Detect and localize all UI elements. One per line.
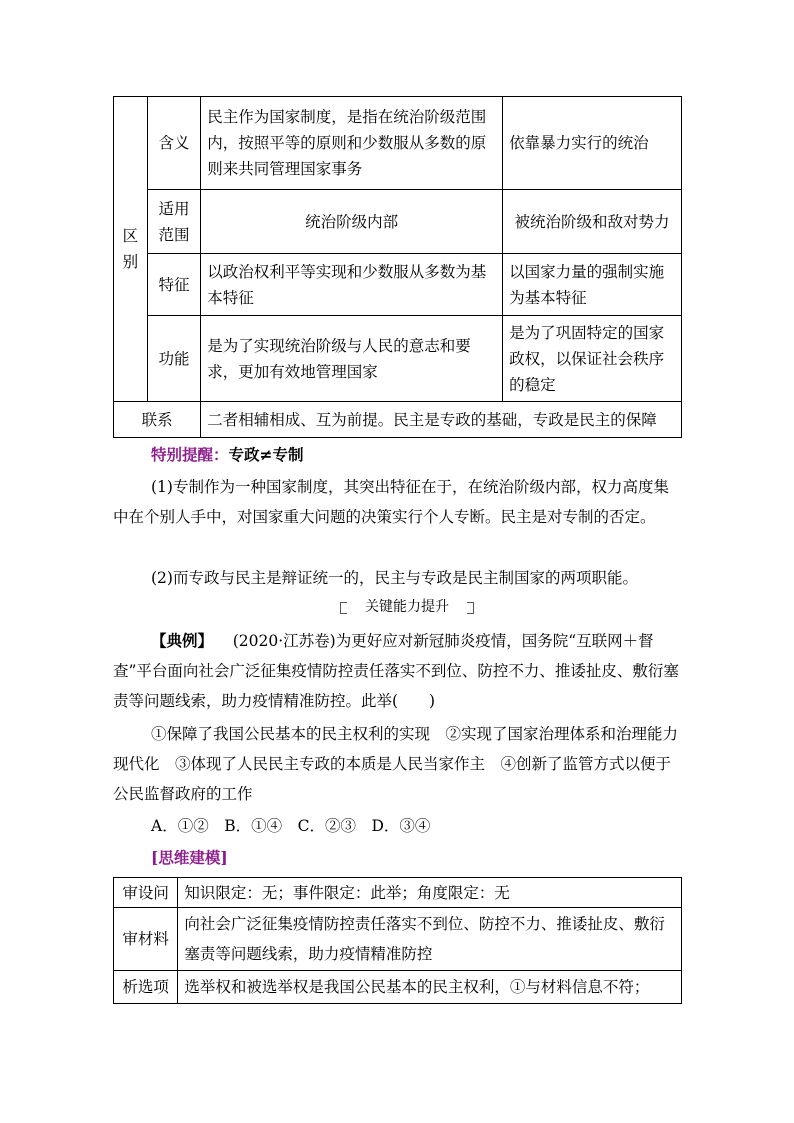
table-row xyxy=(114,254,682,316)
model-row-label: 审设问 xyxy=(114,878,178,908)
table-row xyxy=(114,971,682,1004)
dictatorship-feature: 以国家力量的强制实施为基本特征 xyxy=(503,254,682,316)
tip-heading xyxy=(151,440,691,470)
tip-title: 专政≠专制 xyxy=(228,445,304,464)
democracy-function: 是为了实现统治阶级与人民的意志和要求，更加有效地管理国家 xyxy=(201,316,503,402)
table-row xyxy=(114,190,682,254)
group-label-cell xyxy=(114,97,148,402)
table-row xyxy=(114,97,682,190)
dictatorship-meaning: 依靠暴力实行的统治 xyxy=(503,97,682,190)
example-question-text: 为更好应对新冠肺炎疫情，国务院“互联网＋督查”平台面向社会广泛征集疫情防控责任落实不到位、防控不力、推诿扯皮、敷衍塞责等问题线索，助力疫情精准防控。此举( ) xyxy=(113,632,679,710)
comparison-table xyxy=(113,96,682,438)
group-label-char-1: 区 xyxy=(122,227,139,245)
table-row xyxy=(114,878,682,908)
tip-paragraph-1: (1)专制作为一种国家制度，其突出特征在于，在统治阶级内部，权力高度集中在个别人手中，对国家重大问题的决策实行个人专断。民主是对专制的否定。 xyxy=(113,478,669,526)
model-table xyxy=(113,877,682,1004)
row-label-function: 功能 xyxy=(147,316,201,402)
row-label-scope-line1: 适用 xyxy=(158,199,190,218)
table-row xyxy=(114,402,682,438)
democracy-meaning: 民主作为国家制度，是指在统治阶级范围内，按照平等的原则和少数服从多数的原则来共同管理国家事务 xyxy=(201,97,503,190)
model-row-label: 审材料 xyxy=(114,908,178,971)
example-question xyxy=(113,626,682,716)
section-banner xyxy=(340,598,474,618)
link-label: 联系 xyxy=(114,402,201,438)
example-source: (2020·江苏卷) xyxy=(232,632,336,650)
row-label-scope xyxy=(147,190,201,254)
model-row-text: 选举权和被选举权是我国公民基本的民主权利，①与材料信息不符； xyxy=(178,971,682,1004)
row-label-feature: 特征 xyxy=(147,254,201,316)
dictatorship-scope: 被统治阶级和敌对势力 xyxy=(503,190,682,254)
democracy-feature: 以政治权利平等实现和少数服从多数为基本特征 xyxy=(201,254,503,316)
example-label: 【典例】 xyxy=(151,631,214,650)
model-label: [思维建模] xyxy=(151,848,228,867)
tip-label: 特别提醒： xyxy=(151,445,229,464)
banner-right-bracket xyxy=(467,602,474,614)
example-options: A．①② B．①④ C．②③ D．③④ xyxy=(151,817,431,835)
row-label-meaning: 含义 xyxy=(147,97,201,190)
tip-paragraph-2: (2)而专政与民主是辩证统一的，民主与专政是民主制国家的两项职能。 xyxy=(151,569,638,587)
democracy-scope: 统治阶级内部 xyxy=(201,190,503,254)
link-text: 二者相辅相成、互为前提。民主是专政的基础，专政是民主的保障 xyxy=(201,402,682,438)
model-row-label: 析选项 xyxy=(114,971,178,1004)
model-row-text: 向社会广泛征集疫情防控责任落实不到位、防控不力、推诿扯皮、敷衍塞责等问题线索，助力疫情精准防控 xyxy=(178,908,682,971)
section-banner-text: 关键能力提升 xyxy=(359,599,455,615)
group-label-char-2: 别 xyxy=(122,253,139,271)
row-label-scope-line2: 范围 xyxy=(158,225,190,244)
table-row xyxy=(114,908,682,971)
model-row-text: 知识限定：无；事件限定：此举；角度限定：无 xyxy=(178,878,682,908)
banner-left-bracket xyxy=(340,602,347,614)
dictatorship-function: 是为了巩固特定的国家政权，以保证社会秩序的稳定 xyxy=(503,316,682,402)
example-statements: ①保障了我国公民基本的民主权利的实现 ②实现了国家治理体系和治理能力现代化 ③体现了人民民主专政的本质是人民当家作主 ④创新了监管方式以便于公民监督政府的工作 xyxy=(113,725,679,803)
table-row xyxy=(114,316,682,402)
